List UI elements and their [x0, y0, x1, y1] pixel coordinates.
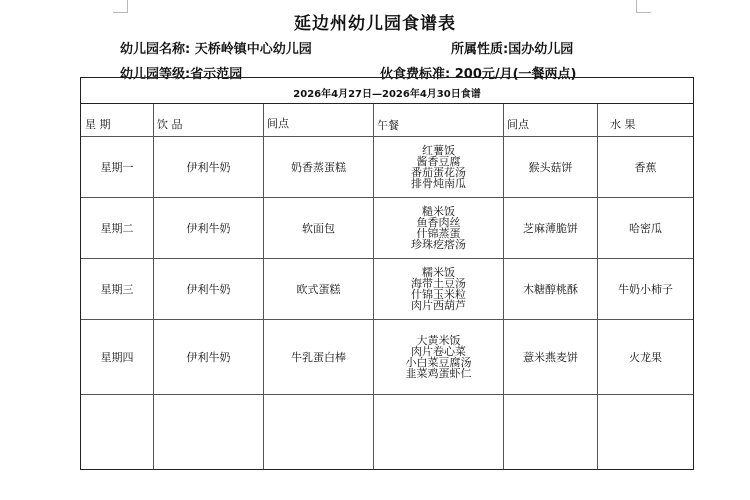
snack1-column-header: 间点 [267, 117, 289, 130]
lunch-cell [374, 137, 503, 197]
ownership-label: 所属性质: [451, 42, 509, 57]
fruit-column-header: 水 果 [610, 118, 636, 131]
drink-cell: 伊利牛奶 [186, 160, 231, 174]
snack2-cell: 芝麻薄脆饼 [523, 221, 578, 235]
lunch-cell [374, 259, 503, 319]
snack2-column-header: 间点 [507, 118, 529, 131]
fruit-cell: 火龙果 [629, 350, 662, 364]
drink-cell: 伊利牛奶 [186, 282, 231, 296]
lunch-item: 珍珠疙瘩汤 [411, 238, 466, 251]
day-cell: 星期一 [100, 160, 134, 174]
fruit-cell: 牛奶小柿子 [618, 282, 673, 296]
fee-value: 200元/月(一餐两点) [454, 67, 577, 82]
snack1-cell: 牛乳蛋白棒 [291, 350, 346, 364]
menu-grid [81, 104, 693, 469]
fruit-cell: 香蕉 [634, 160, 657, 174]
kindergarten-name-line [120, 38, 312, 57]
lunch-item: 糙米饭 [422, 205, 455, 218]
snack2-cell: 木糖醇桃酥 [523, 282, 578, 296]
drink-cell: 伊利牛奶 [186, 350, 231, 364]
lunch-item: 什锦玉米粒 [411, 288, 466, 301]
document-title: 延边州幼儿园食谱表 [294, 14, 456, 34]
lunch-item: 酱香豆腐 [416, 155, 461, 168]
snack1-cell: 软面包 [302, 221, 335, 235]
weekly-menu-table [80, 77, 694, 470]
ownership-value: 国办幼儿园 [508, 42, 574, 57]
grade-value: 省示范园 [190, 67, 243, 82]
lunch-item: 肉片西葫芦 [411, 299, 466, 312]
lunch-item: 糯米饭 [422, 266, 455, 279]
day-cell: 星期三 [100, 282, 134, 296]
lunch-item: 排骨炖南瓜 [411, 177, 466, 190]
lunch-cell [374, 198, 503, 258]
kindergarten-name: 天桥岭镇中心幼儿园 [194, 42, 312, 57]
week-title: 2026年4月27日—2026年4月30日食谱 [81, 78, 693, 104]
lunch-item: 海带土豆汤 [411, 277, 466, 290]
lunch-item: 鱼香肉丝 [416, 216, 461, 229]
snack2-cell: 薏米燕麦饼 [523, 350, 578, 364]
ownership-line [451, 38, 573, 57]
fee-label: 伙食费标准: [380, 67, 451, 82]
lunch-item: 大黄米饭 [416, 334, 461, 347]
lunch-item: 小白菜豆腐汤 [405, 356, 472, 369]
drink-column-header: 饮 品 [157, 118, 183, 131]
snack1-cell: 奶香蒸蛋糕 [291, 160, 346, 174]
kindergarten-name-label: 幼儿园名称: [120, 42, 191, 57]
lunch-item: 番茄蛋花汤 [411, 166, 466, 179]
day-column-header: 星 期 [85, 118, 111, 131]
lunch-item: 韭菜鸡蛋虾仁 [405, 367, 472, 380]
day-cell: 星期四 [100, 350, 134, 364]
lunch-item: 红薯饭 [422, 144, 455, 157]
snack2-cell: 猴头菇饼 [528, 160, 573, 174]
snack1-cell: 欧式蛋糕 [296, 282, 341, 296]
day-cell: 星期二 [100, 221, 134, 235]
lunch-column-header: 午餐 [377, 119, 399, 132]
drink-cell: 伊利牛奶 [186, 221, 231, 235]
lunch-item: 肉片卷心菜 [411, 345, 466, 358]
lunch-item: 什锦蒸蛋 [416, 227, 461, 240]
row-divider [81, 394, 693, 395]
fruit-cell: 哈密瓜 [629, 221, 662, 235]
lunch-cell [374, 320, 503, 394]
grade-label: 幼儿园等级: [120, 67, 191, 82]
